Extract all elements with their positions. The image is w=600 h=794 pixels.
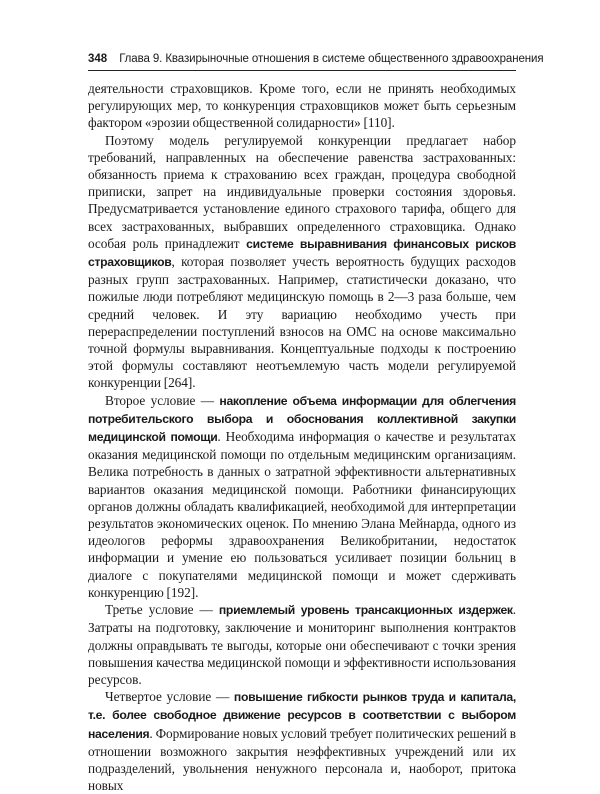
bold-term: системе выравнивания финансовых рисков страховщиков [88,236,516,270]
text-run: деятельности страховщиков. Кроме того, если не принять необходимых регулирующих мер, то конкуренция страховщиков может быть серьезным фактором «эрозии общественной солидарности» [110]. [88,81,516,131]
text-run: . Затраты на подготовку, заключение и мониторинг выполнения контрактов должны оправдывать те выгоды, которые они обеспечивают с точки зрения повышения качества медицинской помощи и эффективности использования ресурсов. [88,602,516,687]
running-title: Глава 9. Квазирыночные отношения в системе общественного здравоохранения [119,53,544,65]
text-run: Второе условие — [105,392,220,408]
paragraph [88,132,516,392]
page-number: 348 [88,53,108,65]
paragraph [88,392,516,601]
text-run: , которая позволяет учесть вероятность будущих расходов разных групп застрахованных. Например, статистически доказано, что пожилые люди потребляют медицинскую помощь в 2—3 раза больше, чем средний человек. И эту вариацию необходимо учесть при перераспределении поступлений взносов на ОМС на основе максимально точной формулы выравнивания. Концептуальные подходы к построению этой формулы составляют неотъемлемую часть модели регулируемой конкуренции [264]. [88,254,516,391]
bold-term: повышение гибкости рынков труда и капитала, т.е. более свободное движение ресурсов в соответствии с выбором населения [88,690,516,741]
paragraph [88,688,516,794]
text-run: . Формирование новых условий требует политических решений в отношении возможного закрытия неэффективных учреждений или их подразделений, увольнения ненужного персонала и, наоборот, притока новых [88,725,516,794]
text-run: Четвертое условие — [105,689,234,705]
text-run: Поэтому модель регулируемой конкуренции предлагает набор требований, направленных на обеспечение равенства застрахованных: обязанность приема к страхованию всех граждан, процедура свободной приписки, запрет на индивидуальные проверки состояния здоровья. Предусматривается установление единого страхового тарифа, общего для всех застрахованных, выбравших определенного страховщика. Однако особая роль принадлежит [88,132,516,251]
bold-term: приемлемый уровень трансакционных издержек [218,603,513,618]
paragraph [88,601,516,688]
text-run: Третье условие — [105,602,219,618]
text-run: . Необходима информация о качестве и результатах оказания медицинской помощи по отдельным медицинским организациям. Велика потребность в данных о затратной эффективности альтернативных вариантов оказания медицинской помощи. Работники финансирующих органов должны обладать квалификацией, необходимой для интерпретации результатов экономических оценок. По мнению Элана Мейнарда, одного из идеологов реформы здравоохранения Великобритании, недостаток информации и умение ею пользоваться усиливает позиции больниц в диалоге с покупателями медицинской помощи и может сдерживать конкуренцию [192]. [88,429,516,600]
body-text [88,80,516,794]
paragraph [88,80,516,132]
page-header [88,50,544,71]
bold-term: накопление объема информации для облегчения потребительского выбора и обоснования коллективной закупки медицинской помощи [88,393,516,445]
